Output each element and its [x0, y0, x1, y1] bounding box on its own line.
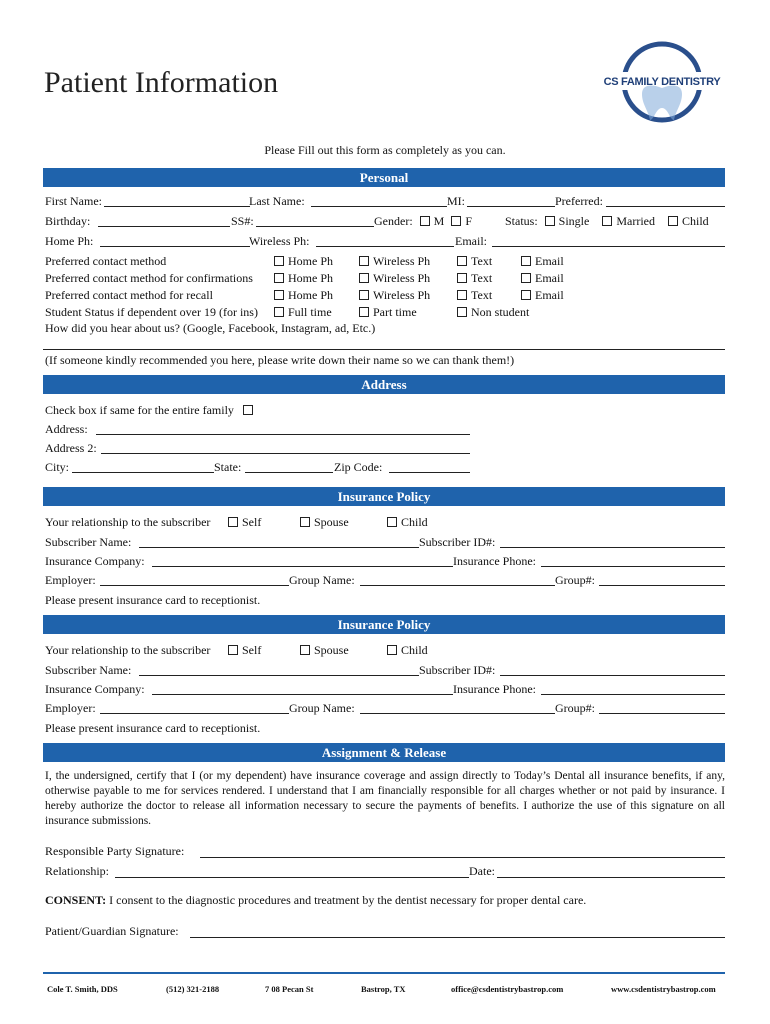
footer-city: Bastrop, TX [361, 984, 406, 994]
insurance2-company-field[interactable] [152, 694, 453, 695]
contact-option: Home Ph [288, 288, 333, 302]
logo-text: CS FAMILY DENTISTRY [603, 76, 721, 88]
contact-option: Home Ph [288, 254, 333, 268]
state-field[interactable] [245, 472, 333, 473]
wireless-ph-label: Wireless Ph: [249, 234, 310, 248]
gender-f-checkbox[interactable] [451, 216, 461, 226]
rel-child-label: Child [401, 515, 428, 529]
recommend-note: (If someone kindly recommended you here, please write down their name so we can thank them!) [45, 353, 515, 367]
first-name-label: First Name: [45, 194, 102, 208]
ss-label: SS#: [231, 214, 254, 228]
status-child-checkbox[interactable] [668, 216, 678, 226]
city-label: City: [45, 460, 70, 474]
gender-group [374, 214, 472, 228]
employer2-field[interactable] [100, 713, 289, 714]
section-personal: Personal [43, 168, 725, 187]
contact-option: Wireless Ph [373, 288, 431, 302]
contact-text-checkbox[interactable] [457, 256, 467, 266]
confirm-text-checkbox[interactable] [457, 273, 467, 283]
footer-doctor: Cole T. Smith, DDS [47, 984, 118, 994]
date-field[interactable] [497, 877, 725, 878]
relationship-label: Your relationship to the subscriber [45, 515, 211, 529]
status-single-checkbox[interactable] [545, 216, 555, 226]
contact-option: Email [535, 288, 564, 302]
gender-m-checkbox[interactable] [420, 216, 430, 226]
recall-text-checkbox[interactable] [457, 290, 467, 300]
mi-label: MI: [447, 194, 465, 208]
recall-home-checkbox[interactable] [274, 290, 284, 300]
birthday-field[interactable] [98, 226, 230, 227]
recall-email-checkbox[interactable] [521, 290, 531, 300]
rel-self-checkbox[interactable] [228, 517, 238, 527]
status-child-label: Child [682, 214, 709, 228]
footer-phone: (512) 321-2188 [166, 984, 220, 994]
part-time-label: Part time [373, 305, 417, 319]
address2-label: Address 2: [45, 441, 97, 455]
contact-option: Text [471, 254, 493, 268]
group2-name-field[interactable] [360, 713, 555, 714]
contact-home-checkbox[interactable] [274, 256, 284, 266]
present-card-note: Please present insurance card to receptionist. [45, 721, 261, 735]
contact-option: Wireless Ph [373, 271, 431, 285]
wireless-ph-field[interactable] [316, 246, 454, 247]
group2-number-field[interactable] [599, 713, 725, 714]
page-title: Patient Information [44, 66, 279, 99]
address2-field[interactable] [101, 453, 470, 454]
subscriber-id-label: Subscriber ID#: [419, 663, 496, 677]
rel2-self-checkbox[interactable] [228, 645, 238, 655]
first-name-field[interactable] [104, 206, 250, 207]
responsible-signature-field[interactable] [200, 857, 725, 858]
contact-option: Text [471, 288, 493, 302]
group-number-field[interactable] [599, 585, 725, 586]
non-student-label: Non student [471, 305, 530, 319]
section-insurance-primary: Insurance Policy [43, 487, 725, 506]
subscriber-name-label: Subscriber Name: [45, 535, 132, 549]
status-married-checkbox[interactable] [602, 216, 612, 226]
insurance-phone-label: Insurance Phone: [453, 682, 536, 696]
contact-option: Email [535, 271, 564, 285]
footer-street: 7 08 Pecan St [265, 984, 314, 994]
part-time-checkbox[interactable] [359, 307, 369, 317]
employer-field[interactable] [100, 585, 289, 586]
insurance-company-field[interactable] [152, 566, 453, 567]
full-time-label: Full time [288, 305, 332, 319]
contact-row-label: Preferred contact method [45, 254, 167, 268]
non-student-checkbox[interactable] [457, 307, 467, 317]
recall-wireless-checkbox[interactable] [359, 290, 369, 300]
rel-child-checkbox[interactable] [387, 517, 397, 527]
rel2-child-checkbox[interactable] [387, 645, 397, 655]
employer-label: Employer: [45, 573, 96, 587]
footer-email: office@csdentistrybastrop.com [451, 984, 564, 994]
city-field[interactable] [72, 472, 214, 473]
status-single-label: Single [558, 214, 590, 228]
birthday-label: Birthday: [45, 214, 91, 228]
rel2-child-label: Child [401, 643, 428, 657]
contact-option: Email [535, 254, 564, 268]
same-family-row [45, 403, 257, 417]
subscriber-id-label: Subscriber ID#: [419, 535, 496, 549]
relationship-sig-field[interactable] [115, 877, 469, 878]
mi-field[interactable] [467, 206, 555, 207]
rel2-spouse-label: Spouse [314, 643, 349, 657]
rel2-spouse-checkbox[interactable] [300, 645, 310, 655]
state-label: State: [214, 460, 242, 474]
section-assignment: Assignment & Release [43, 743, 725, 762]
patient-signature-field[interactable] [190, 937, 725, 938]
subscriber2-id-field[interactable] [500, 675, 725, 676]
insurance-company-label: Insurance Company: [45, 554, 145, 568]
home-ph-label: Home Ph: [45, 234, 94, 248]
footer-divider [43, 972, 725, 974]
contact-option: Wireless Ph [373, 254, 431, 268]
email-field[interactable] [492, 246, 725, 247]
address-field[interactable] [96, 434, 470, 435]
insurance2-phone-field[interactable] [541, 694, 725, 695]
date-label: Date: [469, 864, 495, 878]
subscriber-id-field[interactable] [500, 547, 725, 548]
hear-about-label: How did you hear about us? (Google, Facebook, Instagram, ad, Etc.) [45, 321, 376, 335]
consent-text: I consent to the diagnostic procedures and treatment by the dentist necessary for proper dental care. [106, 893, 587, 907]
home-ph-field[interactable] [100, 246, 250, 247]
contact-option: Text [471, 271, 493, 285]
subscriber-name-field[interactable] [139, 547, 419, 548]
employer-label: Employer: [45, 701, 96, 715]
insurance-company-label: Insurance Company: [45, 682, 145, 696]
contact-wireless-checkbox[interactable] [359, 256, 369, 266]
contact-option: Home Ph [288, 271, 333, 285]
contact-row-label: Preferred contact method for confirmations [45, 271, 253, 285]
subscriber-name-label: Subscriber Name: [45, 663, 132, 677]
insurance-phone-label: Insurance Phone: [453, 554, 536, 568]
group-name-label: Group Name: [289, 701, 355, 715]
group-number-label: Group#: [555, 573, 595, 587]
confirm-home-checkbox[interactable] [274, 273, 284, 283]
rel-spouse-checkbox[interactable] [300, 517, 310, 527]
rel-self-label: Self [242, 515, 262, 529]
footer-website: www.csdentistrybastrop.com [611, 984, 716, 994]
confirm-email-checkbox[interactable] [521, 273, 531, 283]
ss-field[interactable] [256, 226, 374, 227]
subscriber2-name-field[interactable] [139, 675, 419, 676]
preferred-label: Preferred: [555, 194, 603, 208]
last-name-label: Last Name: [249, 194, 305, 208]
status-label: Status: [505, 214, 538, 228]
group-name-label: Group Name: [289, 573, 355, 587]
section-insurance-secondary: Insurance Policy [43, 615, 725, 634]
hear-about-field[interactable] [43, 349, 725, 350]
rel-spouse-label: Spouse [314, 515, 349, 529]
gender-m-label: M [433, 214, 445, 228]
relationship-sig-label: Relationship: [45, 864, 109, 878]
relationship-label: Your relationship to the subscriber [45, 643, 211, 657]
same-family-checkbox[interactable] [243, 405, 253, 415]
responsible-signature-label: Responsible Party Signature: [45, 844, 185, 858]
preferred-field[interactable] [606, 206, 725, 207]
rel2-self-label: Self [242, 643, 262, 657]
confirm-wireless-checkbox[interactable] [359, 273, 369, 283]
contact-row-label: Preferred contact method for recall [45, 288, 213, 302]
last-name-field[interactable] [311, 206, 447, 207]
student-status-label: Student Status if dependent over 19 (for ins) [45, 305, 258, 319]
email-label: Email: [455, 234, 487, 248]
section-address: Address [43, 375, 725, 394]
zip-label: Zip Code: [334, 460, 383, 474]
group-number-label: Group#: [555, 701, 595, 715]
status-group [505, 214, 709, 228]
gender-label: Gender: [374, 214, 413, 228]
assignment-text: I, the undersigned, certify that I (or my dependent) have insurance coverage and assign directly to Today’s Dental all insurance benefits, if any, otherwise payable to me for services rendered. I understand that I am financially responsible for all charges whether or not paid by insurance. I hereby authorize the doctor to release all information necessary to secure the payments of benefits. I authorize the use of this signature on all insurance submissions. [45, 770, 725, 827]
insurance-phone-field[interactable] [541, 566, 725, 567]
patient-signature-label: Patient/Guardian Signature: [45, 924, 179, 938]
status-married-label: Married [616, 214, 655, 228]
full-time-checkbox[interactable] [274, 307, 284, 317]
consent-statement [45, 893, 586, 907]
present-card-note: Please present insurance card to receptionist. [45, 593, 261, 607]
gender-f-label: F [465, 214, 473, 228]
same-family-label: Check box if same for the entire family [45, 403, 234, 417]
contact-email-checkbox[interactable] [521, 256, 531, 266]
consent-label: CONSENT: [45, 893, 107, 907]
address-label: Address: [45, 422, 88, 436]
zip-field[interactable] [389, 472, 470, 473]
form-instruction: Please Fill out this form as completely as you can. [264, 143, 506, 157]
group-name-field[interactable] [360, 585, 555, 586]
